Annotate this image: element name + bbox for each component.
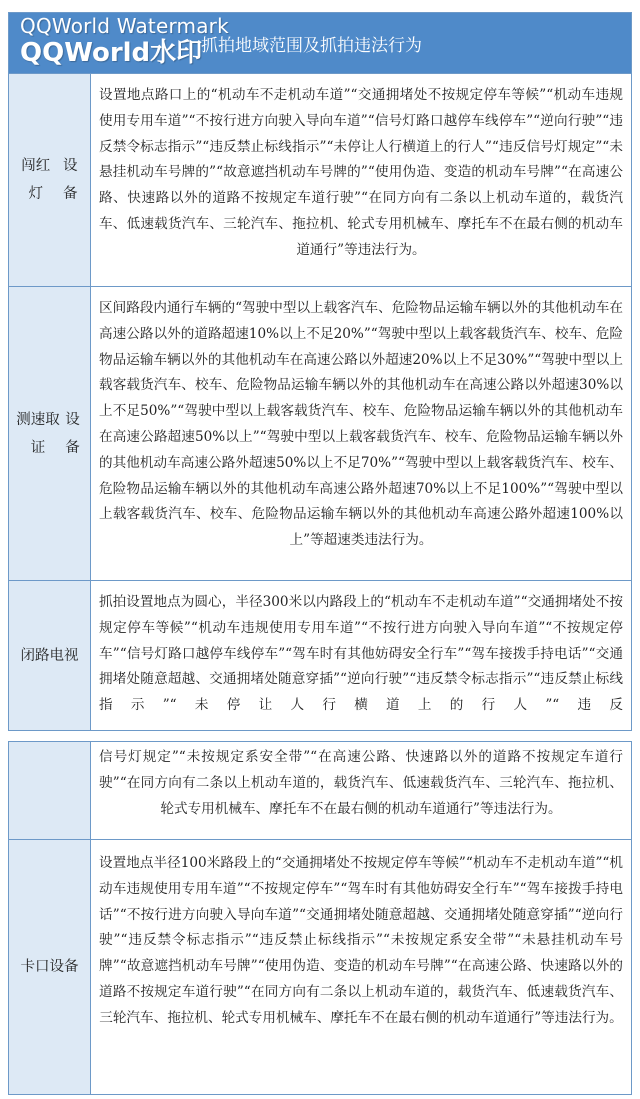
table-title: 抓拍地域范围及抓拍违法行为 bbox=[201, 35, 422, 56]
violation-description: 设置地点路口上的“机动车不走机动车道”“交通拥堵处不按规定停车等候”“机动车违规使用专用车道”“不按行进方向驶入导向车道”“信号灯路口越停车线停车”“逆向行驶”“违反禁令标志指示”“违反禁止标线指示”“未停让人行横道上的行人”“违反信号灯规定”“未悬挂机动车号牌的”“故意遮挡机动车号牌的”“使用伪造、变造的机动车号牌”“在高速公路、快速路以外的道路不按规定车道行驶”“在同方向有二条以上机动车道的，载货汽车、低速载货汽车、三轮汽车、拖拉机、轮式专用机械车、摩托车不在最右侧的机动车道通行”等违法行为。 bbox=[99, 87, 623, 258]
watermark bbox=[20, 14, 229, 68]
table-row-cctv-continued bbox=[9, 742, 631, 839]
device-label: 卡口设备 bbox=[9, 840, 91, 1094]
watermark-line2: QQWorld水印 bbox=[20, 38, 203, 68]
watermark-line1: QQWorld Watermark bbox=[20, 14, 229, 38]
violation-table-part2 bbox=[8, 741, 632, 1095]
table-row-red-light bbox=[9, 73, 631, 286]
table-row-checkpoint bbox=[9, 839, 631, 1094]
device-label: 测速取证 设备 bbox=[9, 287, 91, 580]
table-row-cctv bbox=[9, 580, 631, 730]
device-label bbox=[9, 742, 91, 839]
violation-table-part1 bbox=[8, 12, 632, 731]
violation-description: 抓拍设置地点为圆心，半径300米以内路段上的“机动车不走机动车道”“交通拥堵处不按规定停车等候”“机动车违规使用专用车道”“不按行进方向驶入导向车道”“不按规定停车”“信号灯路口越停车线停车”“驾车时有其他妨碍安全行车”“驾车接拨手持电话”“交通拥堵处随意超越、交通拥堵处随意穿插”“逆向行驶”“违反禁令标志指示”“违反禁止标线指示”“未停让人行横道上的行人”“违反 bbox=[99, 594, 623, 714]
device-label: 闭路电视 bbox=[9, 581, 91, 730]
violation-description: 设置地点半径100米路段上的“交通拥堵处不按规定停车等候”“机动车不走机动车道”“机动车违规使用专用车道”“不按规定停车”“驾车时有其他妨碍安全行车”“驾车接拨手持电话”“不按行进方向驶入导向车道”“交通拥堵处随意超越、交通拥堵处随意穿插”“逆向行驶”“违反禁令标志指示”“违反禁止标线指示”“未按规定系安全带”“未悬挂机动车号牌”“故意遮挡机动车号牌”“使用伪造、变造的机动车号牌”“在高速公路、快速路以外的道路不按规定车道行驶”“在同方向有二条以上机动车道的，载货汽车、低速载货汽车、三轮汽车、拖拉机、轮式专用机械车、摩托车不在最右侧的机动车道通行”等违法行为。 bbox=[99, 855, 623, 1026]
table-row-speed-camera bbox=[9, 286, 631, 580]
violation-description: 区间路段内通行车辆的“驾驶中型以上载客汽车、危险物品运输车辆以外的其他机动车在高速公路以外的道路超速10%以上不足20%”“驾驶中型以上载客载货汽车、校车、危险物品运输车辆以外的其他机动车在高速公路以外超速20%以上不足30%”“驾驶中型以上载客载货汽车、校车、危险物品运输车辆以外的其他机动车在高速公路以外超速30%以上不足50%”“驾驶中型以上载客载货汽车、校车、危险物品运输车辆以外的其他机动车在高速公路超速50%以上”“驾驶中型以上载客载货汽车、校车、危险物品运输车辆以外的其他机动车高速公路外超速50%以上不足70%”“驾驶中型以上载客载货汽车、校车、危险物品运输车辆以外的其他机动车高速公路外超速70%以上不足100%”“驾驶中型以上载客载货汽车、校车、危险物品运输车辆以外的其他机动车高速公路外超速100%以上”等超速类违法行为。 bbox=[99, 300, 623, 549]
device-label: 闯红灯 设备 bbox=[9, 74, 91, 286]
violation-description: 信号灯规定”“未按规定系安全带”“在高速公路、快速路以外的道路不按规定车道行驶”“在同方向有二条以上机动车道的，载货汽车、低速载货汽车、三轮汽车、拖拉机、轮式专用机械车、摩托车不在最右侧的机动车道通行”等违法行为。 bbox=[99, 749, 623, 817]
